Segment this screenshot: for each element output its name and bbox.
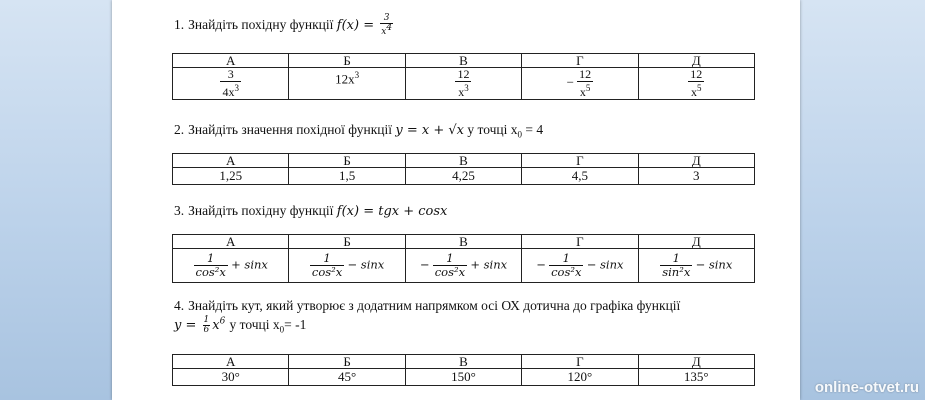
- header-cell: А: [173, 235, 289, 249]
- answer-cell-g: − $\frac{1}{\text{cos²x}}$ − sinx: [522, 249, 638, 283]
- question-4-function: y = $\frac{1}{6}$ $x^6$: [174, 315, 226, 335]
- answer-cell-d: 3: [638, 168, 754, 185]
- answer-cell-d: $\frac{1}{\text{sin²x}}$ − sinx: [638, 249, 754, 283]
- header-cell: Б: [289, 154, 405, 168]
- answer-cell-a: 30°: [173, 369, 289, 386]
- header-cell: Б: [289, 355, 405, 369]
- answer-cell-b: 1,5: [289, 168, 405, 185]
- answer-cell-b: 45°: [289, 369, 405, 386]
- header-row: [173, 355, 755, 369]
- header-cell: В: [405, 235, 521, 249]
- question-2-point: у точці $x_0 = 4$: [467, 122, 544, 140]
- answer-row: [173, 249, 755, 283]
- question-1-fraction: $\frac{3}{x^4}$: [381, 13, 393, 37]
- question-1-answer-table: [172, 53, 755, 100]
- question-2: [174, 122, 543, 140]
- header-cell: В: [405, 355, 521, 369]
- question-2-answer-table: [172, 153, 755, 185]
- header-cell: Г: [522, 154, 638, 168]
- question-4-number: 4.: [174, 298, 185, 313]
- answer-row: [173, 68, 755, 100]
- header-cell: Г: [522, 355, 638, 369]
- answer-row: [173, 369, 755, 386]
- question-2-text: Знайдіть значення похідної функції: [188, 122, 392, 137]
- answer-cell-b: $\frac{1}{\text{cos²x}}$ − sinx: [289, 249, 405, 283]
- answer-cell-a: 1,25: [173, 168, 289, 185]
- question-1-function: f(x) = $\frac{3}{x^4}$: [336, 13, 393, 37]
- header-cell: Б: [289, 235, 405, 249]
- answer-cell-v: − $\frac{1}{\text{cos²x}}$ + sinx: [405, 249, 521, 283]
- header-cell: Д: [638, 355, 754, 369]
- question-3-text: Знайдіть похідну функції: [188, 203, 334, 218]
- answer-cell-d: 135°: [638, 369, 754, 386]
- question-3-number: 3.: [174, 203, 185, 218]
- question-1-text: Знайдіть похідну функції: [188, 17, 334, 32]
- answer-cell-a: $\frac{3}{4x^3}$: [173, 68, 289, 100]
- header-cell: Г: [522, 54, 638, 68]
- answer-cell-v: 150°: [405, 369, 521, 386]
- header-cell: Д: [638, 54, 754, 68]
- header-cell: А: [173, 154, 289, 168]
- question-3: [174, 203, 447, 219]
- answer-cell-b: $12x^3$: [289, 68, 405, 100]
- header-cell: Д: [638, 154, 754, 168]
- answer-cell-a: $\frac{1}{\text{cos²x}}$ + sinx: [173, 249, 289, 283]
- answer-cell-g: 120°: [522, 369, 638, 386]
- answer-cell-g: − $\frac{12}{x^5}$: [522, 68, 638, 100]
- question-3-formula: f(x) = tgx + cosx: [336, 204, 448, 219]
- answer-cell-v: 4,25: [405, 168, 521, 185]
- header-cell: В: [405, 54, 521, 68]
- question-4-text: Знайдіть кут, який утворює з додатним напрямком осі ОХ дотична до графіка функції: [188, 298, 681, 313]
- question-1-number: 1.: [174, 17, 185, 32]
- document-page: [112, 0, 800, 400]
- answer-cell-v: $\frac{12}{x^3}$: [405, 68, 521, 100]
- question-1: [174, 14, 395, 37]
- question-2-number: 2.: [174, 122, 185, 137]
- answer-row: [173, 168, 755, 185]
- question-2-formula: y = x + √x: [395, 123, 464, 138]
- question-4-answer-table: [172, 354, 755, 386]
- header-cell: В: [405, 154, 521, 168]
- header-row: [173, 154, 755, 168]
- header-cell: А: [173, 355, 289, 369]
- header-cell: А: [173, 54, 289, 68]
- answer-cell-g: 4,5: [522, 168, 638, 185]
- answer-cell-d: $\frac{12}{x^5}$: [638, 68, 754, 100]
- header-row: [173, 235, 755, 249]
- header-cell: Г: [522, 235, 638, 249]
- header-cell: Б: [289, 54, 405, 68]
- header-row: [173, 54, 755, 68]
- question-4: [174, 298, 680, 314]
- header-cell: Д: [638, 235, 754, 249]
- question-4-point: у точці $x_0= -1$: [229, 317, 307, 335]
- site-watermark: online-otvet.ru: [814, 379, 919, 396]
- question-3-answer-table: [172, 234, 755, 283]
- question-4-line-2: [174, 316, 306, 335]
